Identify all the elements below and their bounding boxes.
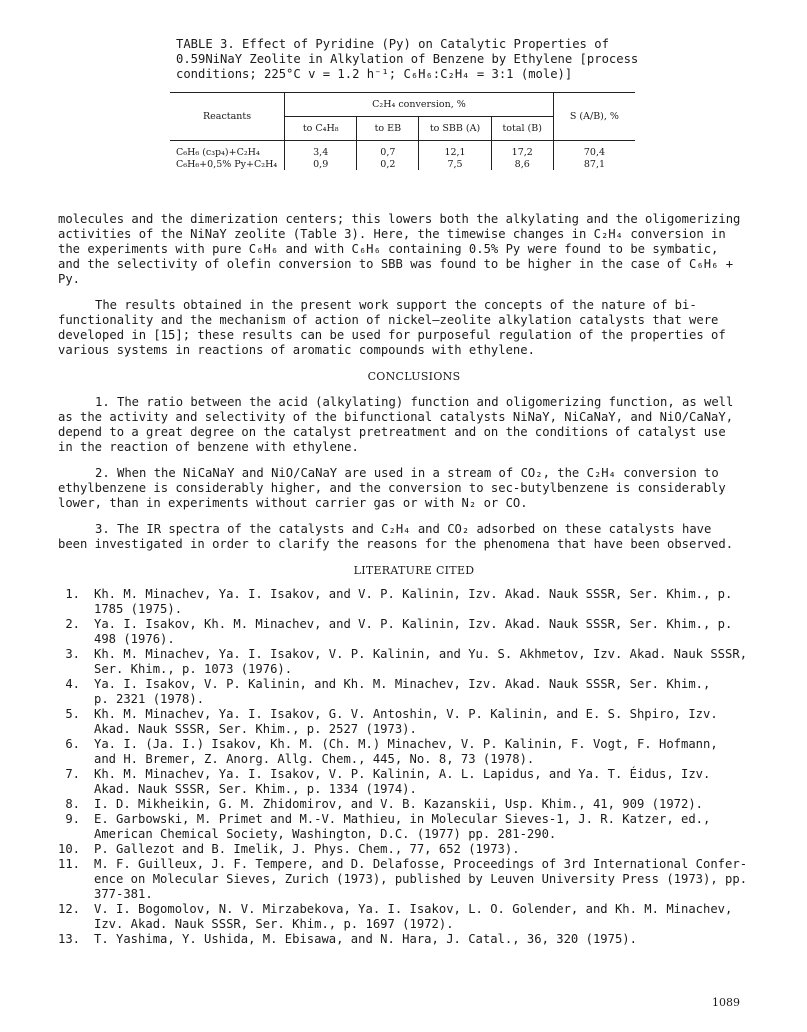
reference-number: 1. — [65, 587, 80, 601]
row-reactants: C₆H₆+0,5% Py+C₂H₄ — [176, 158, 278, 170]
subheader-c4h8: to C₄H₈ — [285, 117, 357, 141]
reference-item — [58, 842, 770, 857]
reference-item — [58, 647, 770, 677]
reference-text: T. Yashima, Y. Ushida, M. Ebisawa, and N. Hara, J. Catal., 36, 320 (1975). — [94, 932, 637, 946]
paragraph: The results obtained in the present work support the concepts of the nature of bi- functionality and the mechanism of action of nickel–zeolite alkylation catalysts that were developed in [15]; these results can be used for purposeful regulation of the properties of various systems in reactions of aromatic compounds with ethylene. — [58, 298, 726, 357]
reference-item — [58, 857, 770, 902]
reference-item — [58, 767, 770, 797]
table-caption: TABLE 3. Effect of Pyridine (Py) on Catalytic Properties of 0.59NiNaY Zeolite in Alkylation of Benzene by Ethylene [process conditions; 225°C v = 1.2 h⁻¹; C₆H₆:C₂H₄ = 3:1 (mole)] — [176, 37, 639, 81]
reference-number: 5. — [65, 707, 80, 721]
conclusions-heading: CONCLUSIONS — [367, 370, 461, 383]
reference-text: Kh. M. Minachev, Ya. I. Isakov, G. V. Antoshin, V. P. Kalinin, and E. S. Shpiro, Izv. Akad. Nauk SSSR, Ser. Khim., p. 2527 (1973). — [94, 707, 718, 736]
article-body — [58, 212, 770, 947]
reference-item — [58, 932, 770, 947]
row-c4h8: 3,4 — [285, 141, 357, 159]
row-total: 8,6 — [491, 158, 553, 170]
reference-text: Ya. I. Isakov, Kh. M. Minachev, and V. P. Kalinin, Izv. Akad. Nauk SSSR, Ser. Khim., p. 498 (1976). — [94, 617, 733, 646]
reference-text: I. D. Mikheikin, G. M. Zhidomirov, and V. B. Kazanskii, Usp. Khim., 41, 909 (1972). — [94, 797, 704, 811]
reference-list — [58, 587, 770, 947]
reference-item — [58, 737, 770, 767]
reference-text: Kh. M. Minachev, Ya. I. Isakov, V. P. Kalinin, A. L. Lapidus, and Ya. T. Éidus, Izv. Akad. Nauk SSSR, Ser. Khim., p. 1334 (1974). — [94, 767, 711, 796]
reference-number: 10. — [58, 842, 81, 856]
reference-number: 6. — [65, 737, 80, 751]
reference-text: V. I. Bogomolov, N. V. Mirzabekova, Ya. I. Isakov, L. O. Golender, and Kh. M. Minachev, Izv. Akad. Nauk SSSR, Ser. Khim., p. 1697 (1972). — [94, 902, 733, 931]
header-reactants: Reactants — [170, 93, 285, 141]
reference-item — [58, 797, 770, 812]
reference-number: 4. — [65, 677, 80, 691]
row-eb: 0,2 — [357, 158, 419, 170]
reference-item — [58, 617, 770, 647]
reference-number: 8. — [65, 797, 80, 811]
reference-text: Ya. I. Isakov, V. P. Kalinin, and Kh. M. Minachev, Izv. Akad. Nauk SSSR, Ser. Khim., p. 2321 (1978). — [94, 677, 711, 706]
reference-item — [58, 587, 770, 617]
reference-text: P. Gallezot and B. Imelik, J. Phys. Chem., 77, 652 (1973). — [94, 842, 520, 856]
reference-item — [58, 677, 770, 707]
results-table — [170, 92, 635, 170]
reference-text: Ya. I. (Ja. I.) Isakov, Kh. M. (Ch. M.) Minachev, V. P. Kalinin, F. Vogt, F. Hofmann, and H. Bremer, Z. Anorg. Allg. Chem., 445, No. 8, 73 (1978). — [94, 737, 718, 766]
header-selectivity: S (A/B), % — [553, 93, 635, 141]
reference-text: E. Garbowski, M. Primet and M.-V. Mathieu, in Molecular Sieves-1, J. R. Katzer, ed., American Chemical Society, Washington, D.C. (1977) pp. 281-290. — [94, 812, 711, 841]
table-row — [170, 158, 635, 170]
reference-text: Kh. M. Minachev, Ya. I. Isakov, V. P. Kalinin, and Yu. S. Akhmetov, Izv. Akad. Nauk SSSR, Ser. Khim., p. 1073 (1976). — [94, 647, 748, 676]
reference-number: 2. — [65, 617, 80, 631]
row-c4h8: 0,9 — [285, 158, 357, 170]
subheader-total: total (B) — [491, 117, 553, 141]
reference-number: 3. — [65, 647, 80, 661]
reference-item — [58, 812, 770, 842]
row-selectivity: 70,4 — [553, 141, 635, 159]
reference-item — [58, 902, 770, 932]
reference-text: M. F. Guilleux, J. F. Tempere, and D. Delafosse, Proceedings of 3rd International Confer- ence on Molecular Sieves, Zurich (1973), published by Leuven University Press (1973), pp. 377-381. — [94, 857, 748, 901]
reference-number: 12. — [58, 902, 81, 916]
row-eb: 0,7 — [357, 141, 419, 159]
header-conversion: C₂H₄ conversion, % — [285, 93, 554, 117]
reference-number: 9. — [65, 812, 80, 826]
paragraph: molecules and the dimerization centers; this lowers both the alkylating and the oligomerizing activities of the NiNaY zeolite (Table 3). Here, the timewise changes in C₂H₄ conversion in the experiments with pure C₆H₆ and with C₆H₆ containing 0.5% Py were found to be symbatic, and the selectivity of olefin conversion to SBB was found to be higher in the case of C₆H₆ + Py. — [58, 212, 741, 286]
row-total: 17,2 — [491, 141, 553, 159]
subheader-sbb: to SBB (A) — [419, 117, 491, 141]
reference-text: Kh. M. Minachev, Ya. I. Isakov, and V. P. Kalinin, Izv. Akad. Nauk SSSR, Ser. Khim., p. 1785 (1975). — [94, 587, 733, 616]
reference-number: 13. — [58, 932, 81, 946]
conclusion-item: 2. When the NiCaNaY and NiO/CaNaY are used in a stream of CO₂, the C₂H₄ conversion to ethylbenzene is considerably higher, and the conversion to sec-butylbenzene is considerably lower, than in experiments without carrier gas or with N₂ or CO. — [58, 466, 726, 510]
row-sbb: 12,1 — [419, 141, 491, 159]
row-sbb: 7,5 — [419, 158, 491, 170]
row-selectivity: 87,1 — [553, 158, 635, 170]
literature-heading: LITERATURE CITED — [353, 564, 475, 577]
reference-number: 11. — [58, 857, 81, 871]
table-row — [170, 141, 635, 159]
page-number: 1089 — [712, 996, 740, 1009]
reference-number: 7. — [65, 767, 80, 781]
conclusion-item: 3. The IR spectra of the catalysts and C₂H₄ and CO₂ adsorbed on these catalysts have been investigated in order to clarify the reasons for the phenomena that have been observed. — [58, 522, 734, 551]
row-reactants: C₆H₆ (c₃p₄)+C₂H₄ — [176, 147, 260, 158]
reference-item — [58, 707, 770, 737]
conclusion-item: 1. The ratio between the acid (alkylating) function and oligomerizing function, as well as the activity and selectivity of the bifunctional catalysts NiNaY, NiCaNaY, and NiO/CaNaY, depend to a great degree on the catalyst pretreatment and on the conditions of catalyst use in the reaction of benzene with ethylene. — [58, 395, 734, 454]
subheader-eb: to EB — [357, 117, 419, 141]
